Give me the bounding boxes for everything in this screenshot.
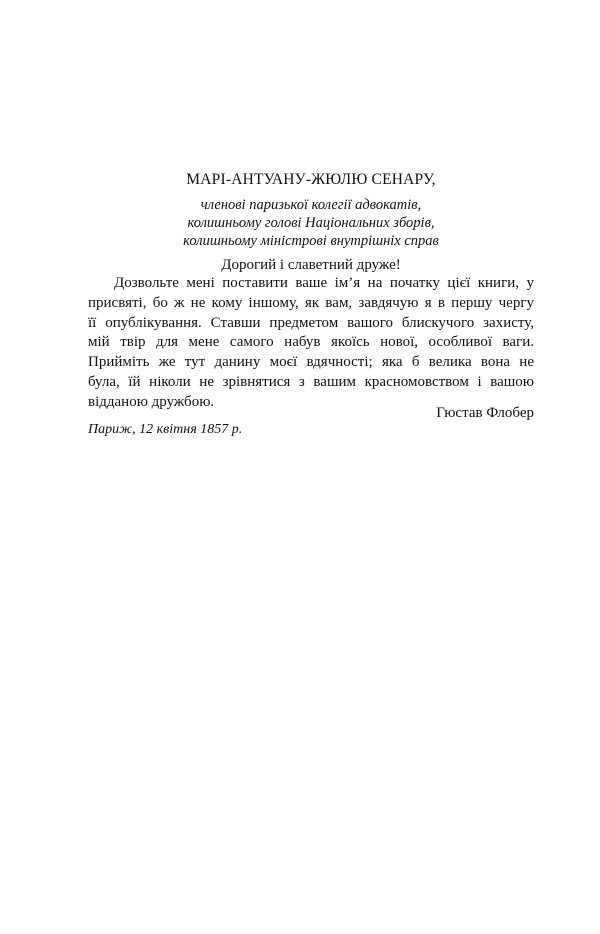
paragraph-line: її опублікування. Ставши предметом вашого блискучого захисту, <box>88 314 534 331</box>
dedicatee-roles <box>88 196 534 250</box>
paragraph-line: Прийміть же тут данину моєї вдячності; яка б велика вона не <box>88 354 534 371</box>
paragraph-line: присвяті, бо ж не кому іншому, як вам, завдячую я в першу чергу <box>88 294 534 311</box>
place-and-date: Париж, 12 квітня 1857 р. <box>88 422 243 437</box>
author-signature: Гюстав Флобер <box>436 405 534 421</box>
paragraph-line: була, їй ніколи не зрівнятися з вашим красномовством і вашою <box>88 373 534 390</box>
paragraph-line: відданою дружбою. <box>88 393 215 410</box>
dedication-paragraph <box>88 274 534 413</box>
book-page <box>88 0 534 934</box>
paragraph-line: мій твір для мене самого набув якоїсь нової, особливої ваги. <box>88 334 534 351</box>
salutation: Дорогий і славетний друже! <box>221 257 401 273</box>
paragraph-line: Дозвольте мені поставити ваше ім’я на початку цієї книги, у <box>114 275 534 291</box>
role-line-2: колишньому голові Національних зборів, <box>187 215 435 231</box>
dedicatee-name: МАРІ-АНТУАНУ-ЖЮЛЮ СЕНАРУ, <box>186 171 436 188</box>
role-line-3: колишньому міністрові внутрішніх справ <box>183 233 439 249</box>
role-line-1: членові паризької колегії адвокатів, <box>200 197 422 213</box>
